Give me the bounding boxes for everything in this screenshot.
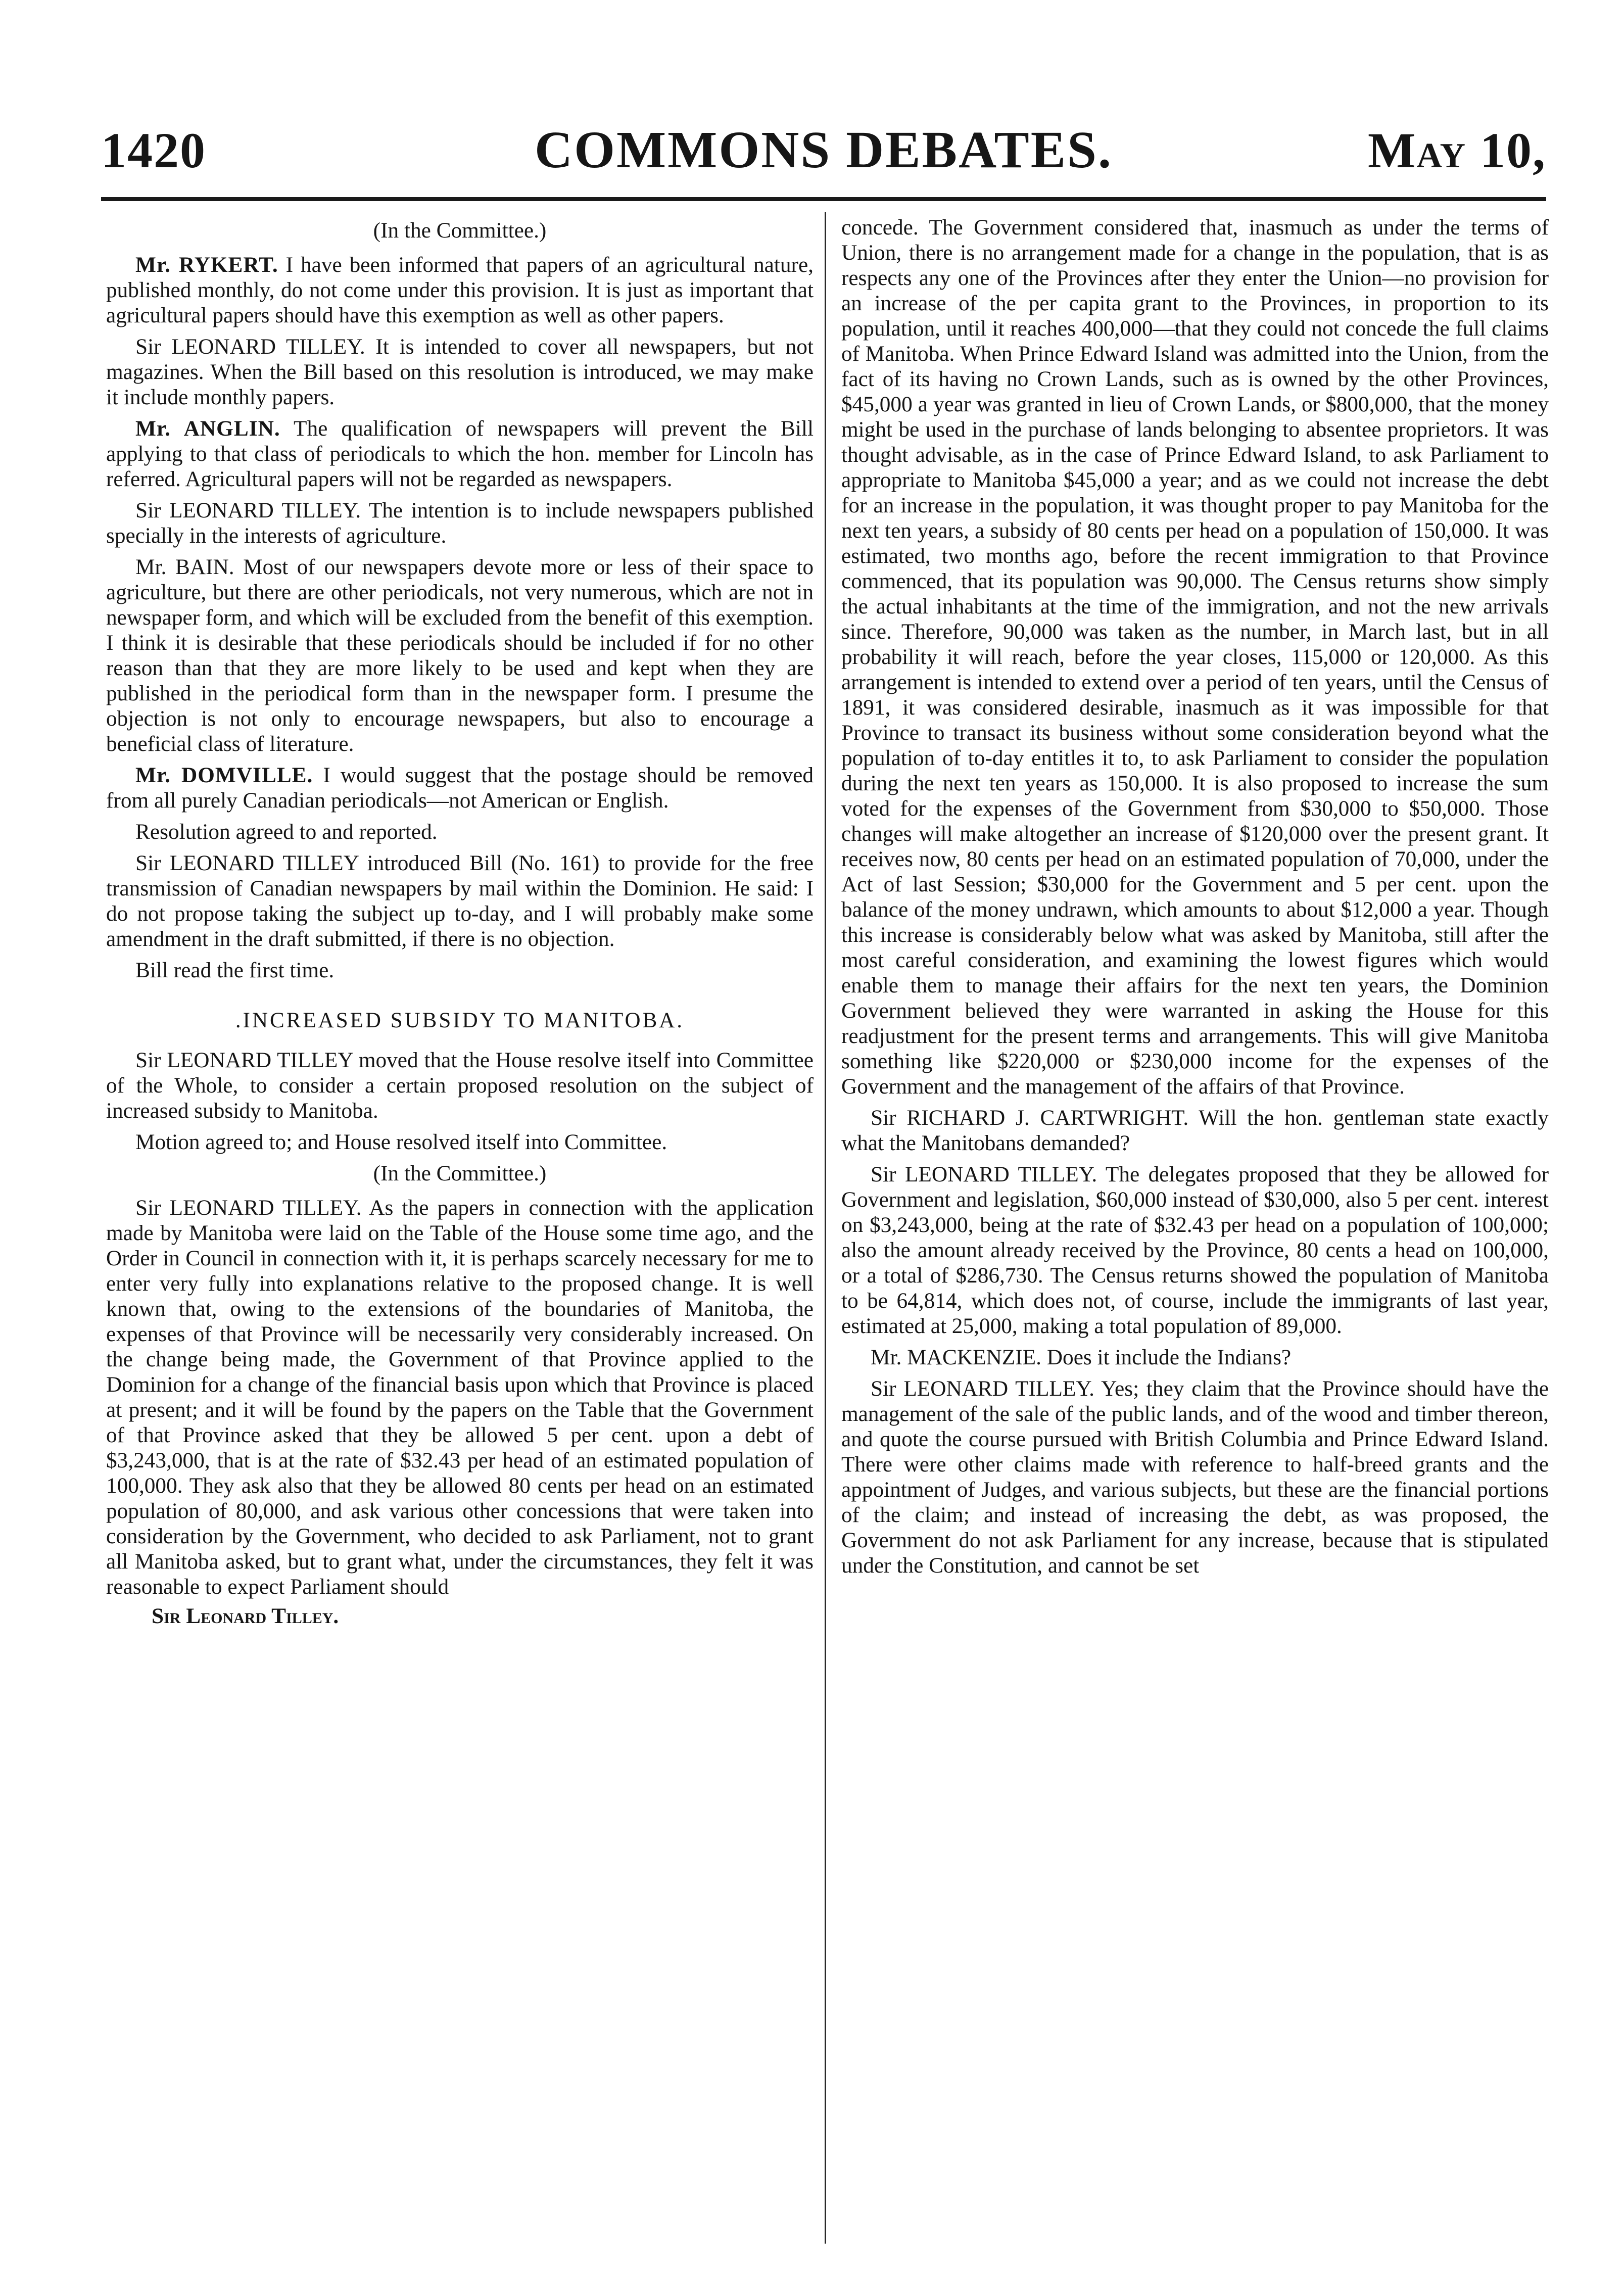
speaker-name: Sir LEONARD TILLEY. — [871, 1376, 1094, 1401]
speaker-name: Sir LEONARD TILLEY. — [135, 498, 361, 522]
speech-paragraph — [841, 1345, 1549, 1370]
speech-text: I have been informed that papers of an agricultural nature, published monthly, do not come under this provision. It is just as important that agricultural papers should have this exemption as well as other papers. — [106, 253, 814, 327]
speech-text: The qualification of newspapers will prevent the Bill applying to that class of periodicals to which the hon. member for Lincoln has referred. Agricultural papers will not be regarded as newspapers. — [106, 416, 814, 491]
catchword: Sir Leonard Tilley. — [152, 1604, 339, 1628]
speech-paragraph — [106, 1195, 814, 1599]
speech-text: Does it include the Indians? — [1046, 1345, 1292, 1369]
right-column — [841, 215, 1549, 2240]
speech-paragraph — [106, 416, 814, 492]
speaker-name: Mr. DOMVILLE. — [135, 763, 313, 787]
speaker-name: Sir LEONARD TILLEY. — [135, 1196, 362, 1220]
committee-note: (In the Committee.) — [373, 218, 547, 243]
speech-continuation: concede. The Government considered that, inasmuch as under the terms of Union, there is no arrangement made for a change in the population, that is as respects any one of the Provinces after they enter the Union—no provision for an increase of the per capita grant to the Provinces, in proportion to its population, until it reaches 400,000—that they could not concede the full claims of Manitoba. When Prince Edward Island was admitted into the Union, from the fact of its having no Crown Lands, such as is owned by the other Provinces, $45,000 a year was granted in lieu of Crown Lands, or $800,000, that the money might be used in the purchase of lands belonging to absentee proprietors. It was thought advisable, as in the case of Prince Edward Island, to ask Parliament to appropriate to Manitoba $45,000 a year; and as we could not increase the debt for an increase in the population, it was thought proper to pay Manitoba for the next ten years, a subsidy of 80 cents per head on a population of 150,000. It was estimated, two months ago, before the recent immigration to that Province commenced, that its population was 90,000. The Census returns show simply the actual inhabitants at the time of the immigration, and not the new arrivals since. Therefore, 90,000 was taken as the number, in March last, but in all probability it will reach, before the year closes, 115,000 or 120,000. As this arrangement is intended to extend over a period of ten years, until the Census of 1891, it was considered desirable, inasmuch as it was impossible for that Province to transact its business without some consideration beyond what the population of to-day entitles it to, to ask Parliament to consider the population during the next ten years as 150,000. It is also proposed to increase the sum voted for the expenses of the Government from $30,000 to $50,000. Those changes will make altogether an increase of $120,000 over the present grant. It receives now, 80 cents per head on an estimated population of 70,000, under the Act of last Session; $30,000 for the Government and 5 per cent. upon the balance of the money undrawn, which amounts to about $12,000 a year. Though this increase is considerably below what was asked by Manitoba, still after the most careful consideration, and examining the lowest figures which would enable them to manage their affairs for the next ten years, the Dominion Government believed they were warranted in asking the House for this readjustment for the present terms and arrangements. This will give Manitoba something like $220,000 or $230,000 income for the expenses of the Government and the management of the affairs of that Province. — [841, 215, 1549, 1099]
speaker-name: Mr. BAIN. — [135, 555, 234, 579]
procedural-note: Bill read the first time. — [135, 958, 335, 982]
header-rule — [101, 197, 1546, 201]
column-divider — [825, 212, 826, 2244]
speech-paragraph — [841, 1162, 1549, 1339]
procedural-note: Motion agreed to; and House resolved itself into Committee. — [135, 1130, 667, 1154]
page-number: 1420 — [101, 122, 206, 178]
page-date: May 10, — [1367, 122, 1546, 178]
speech-text: It is intended to cover all newspapers, but not magazines. When the Bill based on this resolution is introduced, we may make it include monthly papers. — [106, 335, 814, 409]
publication-title: COMMONS DEBATES. — [535, 121, 1113, 179]
speech-paragraph — [106, 498, 814, 548]
speaker-name: Sir RICHARD J. CARTWRIGHT. — [871, 1106, 1189, 1130]
speaker-name: Sir LEONARD TILLEY. — [135, 335, 365, 359]
speech-text: Most of our newspapers devote more or less of their space to agriculture, but there are other periodicals, not very numerous, which are not in newspaper form, and which will be excluded from the benefit of this exemption. I think it is desirable that these periodicals should be included if for no other reason than that they are more likely to be used and kept when they are published in the periodical form than in the newspaper form. I presume the objection is not only to encourage newspapers, but also to encourage a beneficial class of literature. — [106, 555, 814, 756]
speech-paragraph — [106, 252, 814, 328]
procedural-note: Sir LEONARD TILLEY introduced Bill (No. 161) to provide for the free transmission of Canadian newspapers by mail within the Dominion. He said: I do not propose taking the subject up to-day, and I will probably make some amendment in the draft submitted, if there is no objection. — [106, 851, 814, 951]
procedural-note: Sir LEONARD TILLEY moved that the House resolve itself into Committee of the Whole, to consider a certain proposed resolution on the subject of increased subsidy to Manitoba. — [106, 1048, 814, 1123]
speech-text: Yes; they claim that the Province should have the management of the sale of the public lands, and of the wood and timber thereon, and quote the course pursued with British Columbia and Prince Edward Island. There were other claims made with reference to half-breed grants and the appointment of Judges, and various subjects, but these are the financial portions of the claim; and instead of increasing the debt, as was proposed, the Government do not ask Parliament for any increase, because that is stipulated under the Constitution, and cannot be set — [841, 1376, 1549, 1578]
speech-paragraph — [841, 1105, 1549, 1156]
speech-text: The delegates proposed that they be allowed for Government and legislation, $60,000 instead of $30,000, also 5 per cent. interest on $3,243,000, being at the rate of $32.43 per head on a population of 100,000; also the amount already received by the Province, 80 cents a head on 100,000, or a total of $286,730. The Census returns showed the population of Manitoba to be 64,814, which does not, of course, include the immigrants of last year, estimated at 25,000, making a total population of 89,000. — [841, 1162, 1549, 1338]
speech-paragraph — [841, 1376, 1549, 1578]
left-column — [106, 215, 814, 2240]
speech-paragraph — [106, 554, 814, 756]
speaker-name: Mr. MACKENZIE. — [871, 1345, 1041, 1369]
speech-paragraph — [106, 334, 814, 410]
speech-text: As the papers in connection with the application made by Manitoba were laid on the Table of the House some time ago, and the Order in Council in connection with it, it is perhaps scarcely necessary for me to enter very fully into explanations relative to the proposed change. It is well known that, owing to the extensions of the boundaries of Manitoba, the expenses of that Province will be necessarily very considerably increased. On the change being made, the Government of that Province applied to the Dominion for a change of the financial basis upon which that Province is placed at present; and it will be found by the papers on the Table that the Government of that Province asked that they be allowed 5 per cent. upon a debt of $3,243,000, that is at the rate of $32.43 per head of an estimated population of 100,000. They ask also that they be allowed 80 cents per head on an estimated population of 80,000, and ask various other concessions that were taken into consideration by the Government, who decided to ask Parliament, not to grant all Manitoba asked, but to grant what, under the circumstances, they felt it was reasonable to expect Parliament should — [106, 1196, 814, 1599]
committee-note: (In the Committee.) — [373, 1161, 547, 1185]
speech-text: I would suggest that the postage should be removed from all purely Canadian periodicals—not American or English. — [106, 763, 814, 813]
procedural-note: Resolution agreed to and reported. — [135, 820, 438, 844]
speaker-name: Mr. ANGLIN. — [135, 416, 280, 441]
page-header — [101, 109, 1546, 195]
speaker-name: Sir LEONARD TILLEY. — [871, 1162, 1097, 1186]
speech-text: The intention is to include newspapers published specially in the interests of agriculture. — [106, 498, 814, 548]
speech-paragraph — [106, 763, 814, 813]
section-heading: .INCREASED SUBSIDY TO MANITOBA. — [235, 1009, 685, 1032]
speech-text: Will the hon. gentleman state exactly what the Manitobans demanded? — [841, 1106, 1549, 1155]
speaker-name: Mr. RYKERT. — [135, 253, 278, 277]
